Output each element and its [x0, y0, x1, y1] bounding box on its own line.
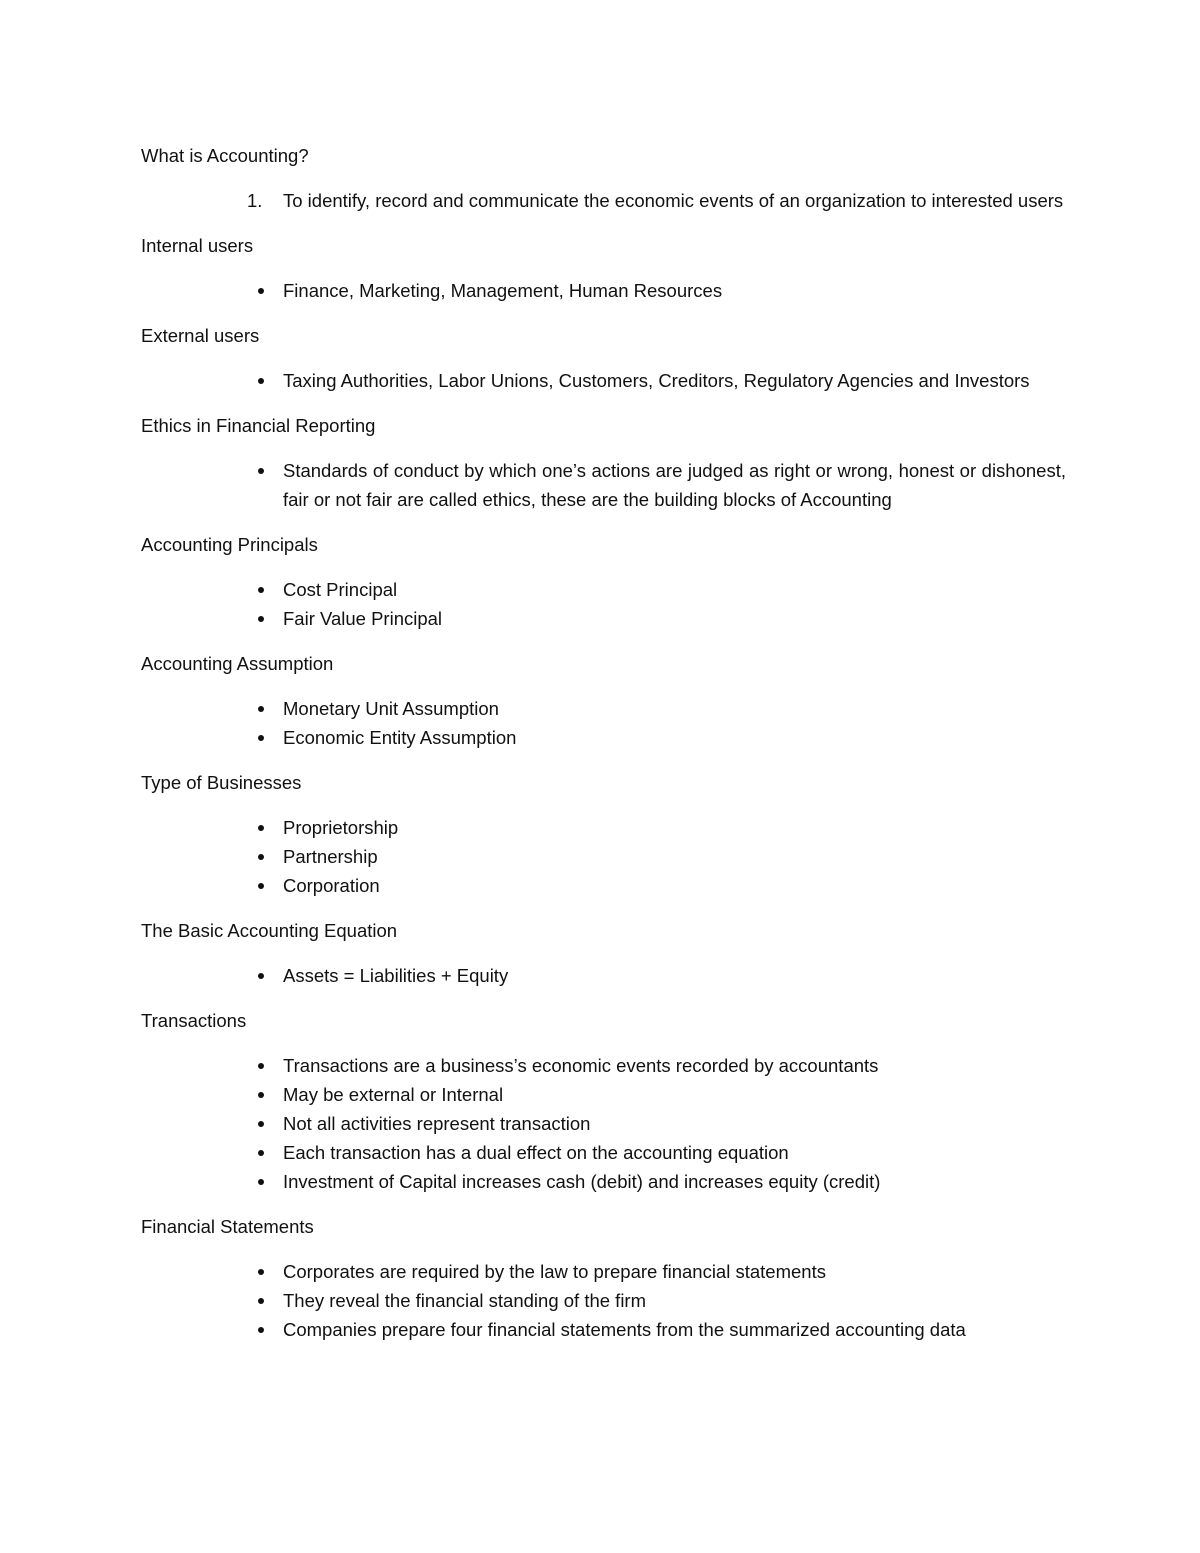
bullet-icon	[247, 1167, 277, 1196]
list-item-text: Taxing Authorities, Labor Unions, Customers, Creditors, Regulatory Agencies and Investors	[283, 370, 1030, 391]
section-heading: Financial Statements	[141, 1216, 314, 1237]
list-item	[141, 1167, 1066, 1196]
bullet-list	[141, 456, 1066, 514]
bullet-list	[141, 694, 1066, 752]
document-body	[141, 141, 1066, 1360]
list-item-text: Transactions are a business’s economic events recorded by accountants	[283, 1055, 879, 1076]
section-internal-users	[141, 231, 1066, 305]
bullet-icon	[247, 1051, 277, 1080]
list-item-text: Partnership	[283, 846, 378, 867]
bullet-icon	[247, 1257, 277, 1286]
list-item-text: Fair Value Principal	[283, 608, 443, 629]
list-item-text: Corporates are required by the law to prepare financial statements	[283, 1261, 826, 1282]
list-item	[141, 366, 1066, 395]
section-heading: Type of Businesses	[141, 772, 302, 793]
list-item-text: Corporation	[283, 875, 380, 896]
list-item-text: Companies prepare four financial statements from the summarized accounting data	[283, 1319, 966, 1340]
bullet-list	[141, 961, 1066, 990]
bullet-icon	[247, 1080, 277, 1109]
section-heading: Accounting Principals	[141, 534, 318, 555]
list-number: 1.	[247, 190, 263, 211]
bullet-list	[141, 1257, 1066, 1344]
bullet-icon	[247, 604, 277, 633]
bullet-icon	[247, 1286, 277, 1315]
list-item	[141, 1080, 1066, 1109]
list-item	[141, 842, 1066, 871]
list-item	[141, 871, 1066, 900]
list-item	[141, 575, 1066, 604]
section-accounting-principals	[141, 530, 1066, 633]
list-item-text: Finance, Marketing, Management, Human Resources	[283, 280, 723, 301]
list-item-text: Proprietorship	[283, 817, 399, 838]
section-transactions	[141, 1006, 1066, 1196]
bullet-icon	[247, 1315, 277, 1344]
section-heading: What is Accounting?	[141, 145, 309, 166]
list-item-text: Monetary Unit Assumption	[283, 698, 499, 719]
bullet-icon	[247, 1138, 277, 1167]
list-item	[141, 1109, 1066, 1138]
numbered-list	[141, 186, 1066, 215]
list-item	[141, 456, 1066, 514]
section-heading: The Basic Accounting Equation	[141, 920, 398, 941]
list-item	[141, 1286, 1066, 1315]
bullet-icon	[247, 456, 277, 485]
bullet-list	[141, 575, 1066, 633]
list-item	[141, 1051, 1066, 1080]
section-heading: Internal users	[141, 235, 254, 256]
list-item-text: They reveal the financial standing of the firm	[283, 1290, 646, 1311]
list-item	[141, 604, 1066, 633]
section-accounting-assumption	[141, 649, 1066, 752]
bullet-icon	[247, 813, 277, 842]
section-heading: External users	[141, 325, 260, 346]
list-item	[141, 276, 1066, 305]
list-item	[141, 1138, 1066, 1167]
list-item	[141, 186, 1066, 215]
list-item-text: Standards of conduct by which one’s actions are judged as right or wrong, honest or dishonest, fair or not fair are called ethics, these are the building blocks of Accounting	[283, 460, 1066, 510]
bullet-list	[141, 366, 1066, 395]
section-basic-accounting-equation	[141, 916, 1066, 990]
section-type-of-businesses	[141, 768, 1066, 900]
list-item	[141, 723, 1066, 752]
list-item-text: Economic Entity Assumption	[283, 727, 517, 748]
bullet-icon	[247, 366, 277, 395]
section-external-users	[141, 321, 1066, 395]
section-heading: Accounting Assumption	[141, 653, 334, 674]
bullet-list	[141, 276, 1066, 305]
list-item-text: Cost Principal	[283, 579, 398, 600]
section-ethics	[141, 411, 1066, 514]
list-item-text: May be external or Internal	[283, 1084, 504, 1105]
section-what-is-accounting	[141, 141, 1066, 215]
list-item	[141, 1257, 1066, 1286]
list-item	[141, 961, 1066, 990]
bullet-icon	[247, 871, 277, 900]
list-item	[141, 1315, 1066, 1344]
list-item-text: To identify, record and communicate the economic events of an organization to interested users	[283, 190, 1064, 211]
bullet-icon	[247, 842, 277, 871]
section-heading: Transactions	[141, 1010, 247, 1031]
bullet-icon	[247, 961, 277, 990]
list-item-text: Each transaction has a dual effect on the accounting equation	[283, 1142, 789, 1163]
bullet-icon	[247, 694, 277, 723]
bullet-list	[141, 813, 1066, 900]
bullet-icon	[247, 723, 277, 752]
section-heading: Ethics in Financial Reporting	[141, 415, 376, 436]
section-financial-statements	[141, 1212, 1066, 1344]
list-item-text: Investment of Capital increases cash (debit) and increases equity (credit)	[283, 1171, 881, 1192]
list-item	[141, 813, 1066, 842]
bullet-icon	[247, 276, 277, 305]
bullet-list	[141, 1051, 1066, 1196]
list-item-text: Assets = Liabilities + Equity	[283, 965, 509, 986]
list-item	[141, 694, 1066, 723]
bullet-icon	[247, 1109, 277, 1138]
list-item-text: Not all activities represent transaction	[283, 1113, 591, 1134]
bullet-icon	[247, 575, 277, 604]
